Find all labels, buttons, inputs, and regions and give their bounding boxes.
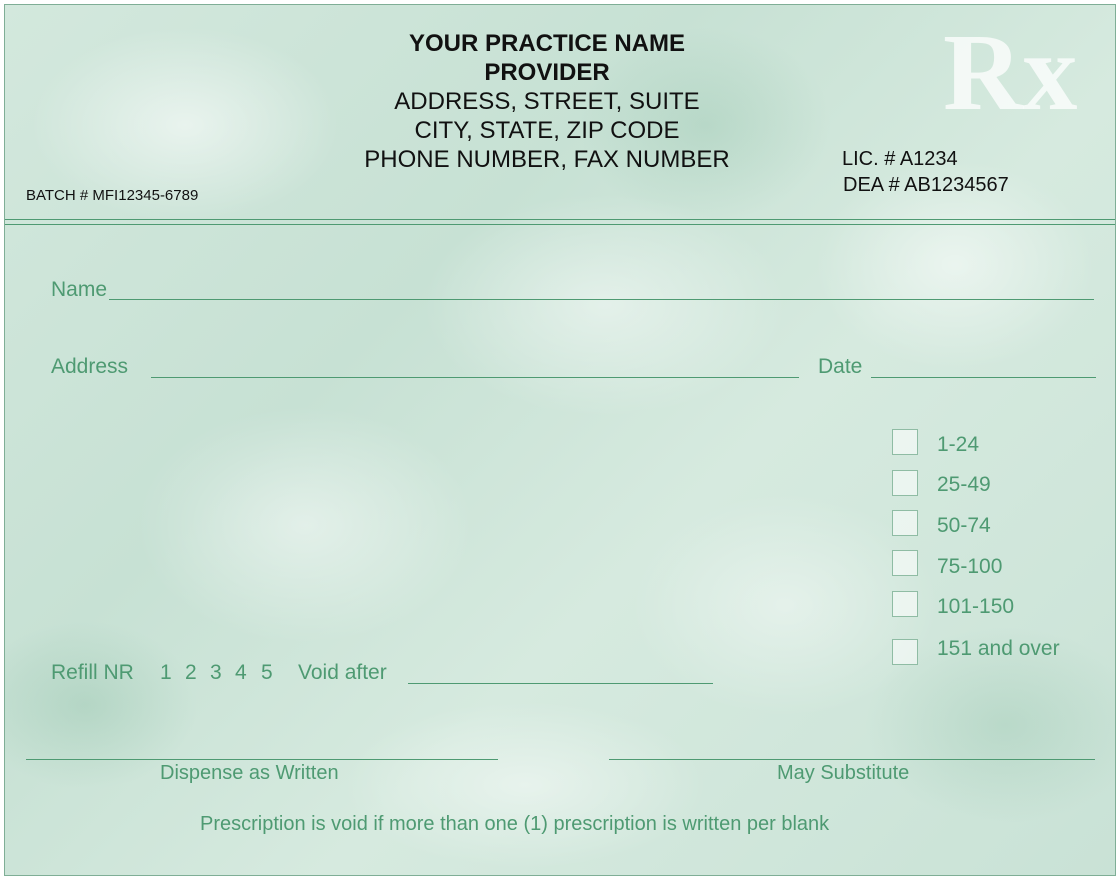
address-field-line[interactable]: [151, 377, 799, 378]
quantity-label-2: 25-49: [937, 473, 991, 496]
may-substitute-label: May Substitute: [777, 762, 910, 784]
quantity-label-5: 101-150: [937, 595, 1015, 618]
quantity-label-6: 151 and over: [937, 637, 1060, 660]
name-field-line[interactable]: [109, 299, 1094, 300]
quantity-label-1: 1-24: [937, 433, 980, 456]
name-label: Name: [51, 278, 108, 301]
quantity-checkbox-5[interactable]: [892, 591, 918, 617]
refill-option-4[interactable]: 4: [235, 661, 247, 684]
quantity-label-4: 75-100: [937, 555, 1003, 578]
quantity-checkbox-2[interactable]: [892, 470, 918, 496]
license-number: LIC. # A1234: [842, 148, 958, 170]
header-divider-bottom: [5, 224, 1116, 225]
footer-note: Prescription is void if more than one (1) prescription is written per blank: [200, 813, 830, 835]
quantity-checkbox-1[interactable]: [892, 429, 918, 455]
prescription-pad: [4, 4, 1116, 876]
substitute-signature-line[interactable]: [609, 759, 1095, 760]
refill-option-5[interactable]: 5: [261, 661, 273, 684]
practice-city-state-zip: CITY, STATE, ZIP CODE: [414, 117, 680, 144]
date-label: Date: [818, 355, 863, 378]
dispense-as-written-label: Dispense as Written: [160, 762, 339, 784]
dispense-signature-line[interactable]: [26, 759, 498, 760]
date-field-line[interactable]: [871, 377, 1096, 378]
practice-phone-fax: PHONE NUMBER, FAX NUMBER: [364, 146, 730, 173]
quantity-checkbox-4[interactable]: [892, 550, 918, 576]
rx-watermark-logo: Rx: [943, 11, 1078, 133]
header-divider-top: [5, 219, 1116, 220]
void-after-label: Void after: [298, 661, 387, 684]
refill-label: Refill NR: [51, 661, 134, 684]
address-label: Address: [51, 355, 129, 378]
quantity-checkbox-6[interactable]: [892, 639, 918, 665]
batch-number: BATCH # MFI12345-6789: [26, 187, 199, 204]
refill-option-1[interactable]: 1: [160, 661, 172, 684]
quantity-label-3: 50-74: [937, 514, 991, 537]
provider-name: PROVIDER: [484, 59, 610, 86]
void-after-field-line[interactable]: [408, 683, 713, 684]
quantity-checkbox-3[interactable]: [892, 510, 918, 536]
practice-address: ADDRESS, STREET, SUITE: [394, 88, 700, 115]
refill-option-3[interactable]: 3: [210, 661, 222, 684]
practice-name: YOUR PRACTICE NAME: [408, 30, 685, 57]
dea-number: DEA # AB1234567: [843, 174, 1009, 196]
refill-option-2[interactable]: 2: [185, 661, 197, 684]
